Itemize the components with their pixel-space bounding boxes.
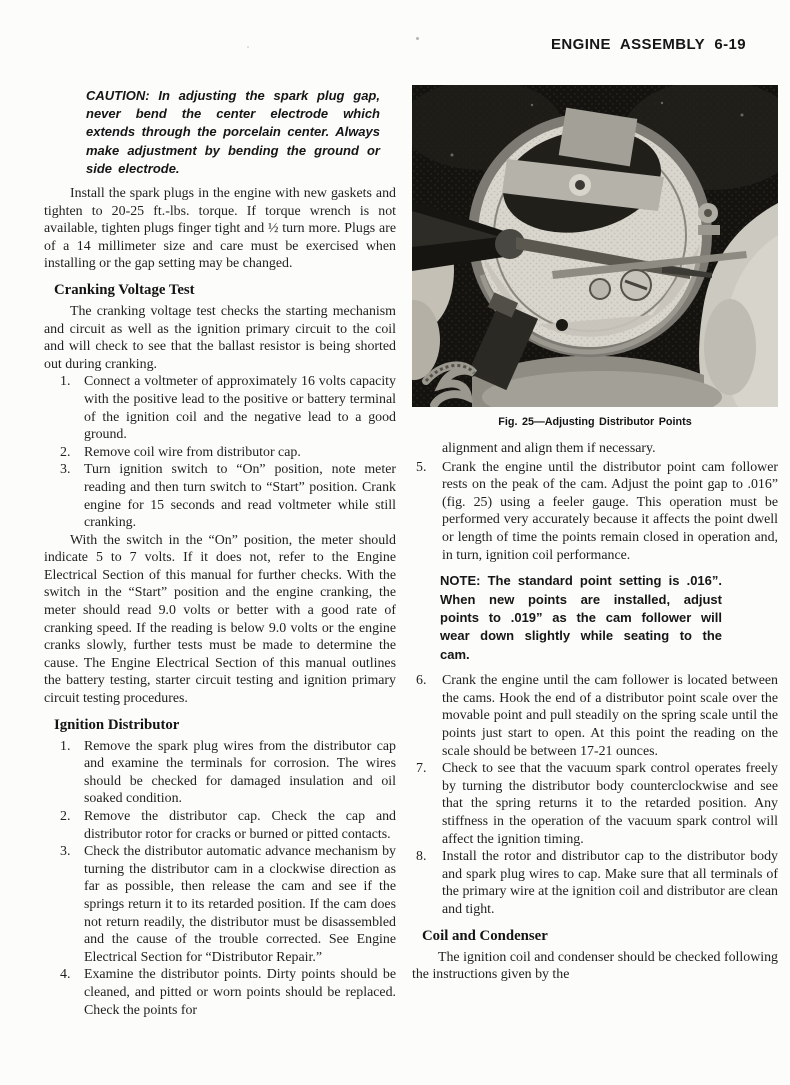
list-item-number: 3.	[60, 844, 71, 860]
list-item	[44, 461, 396, 531]
distributor-steps-list-continued	[412, 459, 778, 565]
list-item	[44, 843, 396, 966]
scan-speck	[416, 37, 419, 40]
list-item-text: Remove the spark plug wires from the distributor cap and examine the terminals for corrosion. The wires should be checked for damaged insulation and oil soaked condition.	[84, 738, 396, 807]
list-item-number: 2.	[60, 809, 71, 825]
list-item-number: 3.	[60, 462, 71, 478]
list-item-text: Install the rotor and distributor cap to the distributor body and spark plug wires to cap. Make sure that all terminals of the primary wire at the ignition coil and distributor are clean and tight.	[442, 849, 778, 917]
distributor-steps-list	[44, 738, 396, 1020]
right-column	[412, 85, 778, 984]
distributor-steps-list-continued-2	[412, 672, 778, 918]
section-heading-cranking-voltage-test: Cranking Voltage Test	[54, 281, 195, 298]
list-item-number: 1.	[60, 738, 71, 754]
list-item-number: 4.	[60, 967, 71, 983]
list-item-text: Examine the distributor points. Dirty points should be cleaned, and pitted or worn points should be replaced. Check the points for	[84, 967, 396, 1018]
install-paragraph: Install the spark plugs in the engine with new gaskets and tighten to 20-25 ft.-lbs. torque. If torque wrench is not available, tighten plugs finger tight and ½ turn more. Plugs are of a 14 millimeter size and care must be exercised when installing or the gap setting may be changed.	[44, 186, 396, 272]
cranking-intro-paragraph: The cranking voltage test checks the starting mechanism and circuit as well as the ignition primary circuit to the coil and will check to see that the ballast resistor is being shorted out during cranking.	[44, 303, 396, 372]
cranking-closing-paragraph: With the switch in the “On” position, the meter should indicate 5 to 7 volts. If it does not, refer to the Engine Electrical Section of this manual for further checks. With the switch in the “Start” position and the engine cranking, the meter should read 9.0 volts or better with a good rate of cranking speed. If the reading is below 9.0 volts or the engine cranks slowly, further tests must be made to determine the cause. The Engine Electrical Section of this manual outlines the battery testing, starter circuit testing and ignition primary circuit testing procedures.	[44, 532, 396, 707]
list-item	[44, 444, 396, 462]
section-heading-coil-and-condenser: Coil and Condenser	[422, 927, 548, 944]
list-item-text: Remove coil wire from distributor cap.	[84, 444, 301, 460]
list-item	[44, 808, 396, 843]
distributor-photo	[412, 85, 778, 407]
list-item	[44, 373, 396, 443]
item4-continuation-line: alignment and align them if necessary.	[442, 441, 656, 456]
list-item-text: Crank the engine until the distributor point cam follower rests on the peak of the cam. Adjust the point gap to .016” (fig. 25) using a feeler gauge. This operation must be performed very accurately because it affects the point dwell or length of time the points remain closed in operation and, in turn, ignition coil performance.	[442, 459, 778, 563]
list-item-number: 6.	[416, 673, 427, 689]
coil-paragraph: The ignition coil and condenser should be checked following the instructions given by the	[412, 949, 778, 983]
section-heading-ignition-distributor: Ignition Distributor	[54, 716, 180, 733]
left-column	[44, 85, 396, 1019]
list-item-number: 8.	[416, 849, 427, 865]
figure-25	[412, 85, 778, 428]
note-paragraph: NOTE: The standard point setting is .016”. When new points are installed, adjust points to .019” as the cam follower will wear down slightly while seating to the cam.	[440, 573, 722, 662]
list-item-text: Remove the distributor cap. Check the cap and distributor rotor for cracks or burned or pitted contacts.	[84, 809, 396, 842]
list-item-text: Check to see that the vacuum spark control operates freely by turning the distributor body counterclockwise and see that the spring returns it to the retarded position. Any stiffness in the operation of the vacuum spark control will affect the ignition timing.	[442, 761, 778, 847]
list-item	[412, 848, 778, 918]
list-item-text: Check the distributor automatic advance mechanism by turning the distributor cam in a clockwise direction as far as possible, then release the cam and see if the springs return it to its retarded position. If the cam does not return readily, the distributor must be disassembled and the cause of the trouble corrected. See Engine Electrical Section for “Distributor Repair.”	[84, 844, 396, 965]
list-item-number: 5.	[416, 459, 427, 475]
list-item-text: Crank the engine until the cam follower is located between the cams. Hook the end of a distributor point scale over the movable point and pull steadily on the spring scale until the points just start to open. At this point the reading on the scale should be between 17-21 ounces.	[442, 673, 778, 759]
list-item-text: Turn ignition switch to “On” position, note meter reading and then turn switch to “Start” position. Crank engine for 15 seconds and read voltmeter while still cranking.	[84, 462, 396, 531]
list-item-text: Connect a voltmeter of approximately 16 volts capacity with the positive lead to the positive or battery terminal of the ignition coil and the negative lead to a good ground.	[84, 374, 396, 443]
list-item	[412, 760, 778, 848]
list-item-number: 2.	[60, 444, 71, 460]
list-item	[412, 672, 778, 760]
figure-caption: Fig. 25—Adjusting Distributor Points	[498, 416, 692, 428]
page-header: ENGINE ASSEMBLY 6-19	[550, 36, 746, 53]
caution-paragraph: CAUTION: In adjusting the spark plug gap, never bend the center electrode which extends through the porcelain center. Always make adjustment by bending the ground or side electrode.	[86, 88, 380, 176]
list-item	[412, 459, 778, 565]
list-item-number: 1.	[60, 374, 71, 390]
list-item	[44, 738, 396, 808]
list-item	[44, 966, 396, 1019]
scan-speck	[247, 46, 249, 48]
list-item-number: 7.	[416, 761, 427, 777]
cranking-steps-list	[44, 373, 396, 531]
